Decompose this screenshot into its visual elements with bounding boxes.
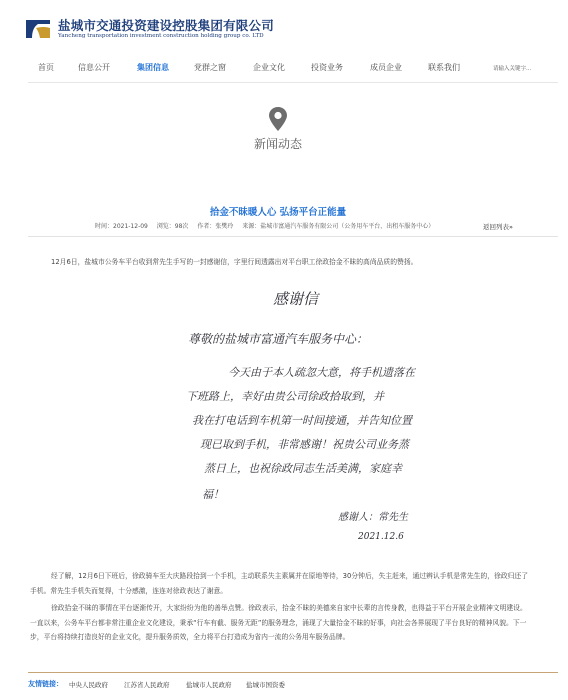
article-paragraph-3: 徐政拾金不昧的事情在平台逐渐传开，大家纷纷为他的善举点赞。徐政表示，拾金不昧的美德来自家中长辈的言传身教，也得益于平台开展企业精神文明建设。一直以来，公务车平台都非常注重企业文化建设，秉承“行车有截、服务无距”的服务理念，涌现了大量拾金不昧的好事，向社会各界展现了平台良好的精神风貌。下一步，平台将持续打造良好的企业文化，提升服务质效，全力将平台打造成为省内一流的公务用车服务品牌。 bbox=[30, 604, 527, 641]
nav-divider bbox=[28, 82, 558, 83]
letter-greeting: 尊敬的盐城市富通汽车服务中心： bbox=[188, 332, 369, 346]
letter-line-1: 今天由于本人疏忽大意，将手机遗落在 bbox=[228, 366, 415, 379]
meta-time: 时间：2021-12-09 bbox=[95, 223, 148, 230]
letter-line-4: 现已取到手机，非常感谢！祝贵公司业务蒸 bbox=[200, 438, 409, 451]
friend-link-yancheng-sasac[interactable]: 盐城市国资委 bbox=[246, 681, 285, 689]
footer-divider bbox=[28, 672, 558, 673]
nav-item-members[interactable]: 成员企业 bbox=[370, 63, 402, 72]
letter-line-5: 蒸日上，也祝徐政同志生活美满，家庭幸 bbox=[204, 462, 402, 475]
article-title: 拾金不昧暖人心 弘扬平台正能量 bbox=[209, 207, 347, 218]
group-logo-icon[interactable] bbox=[24, 14, 52, 42]
nav-item-contact[interactable]: 联系我们 bbox=[428, 63, 460, 72]
letter-line-2: 下班路上，幸好由贵公司徐政拾取到，并 bbox=[186, 390, 384, 403]
article-meta bbox=[95, 221, 441, 230]
nav-item-party-window[interactable]: 党群之窗 bbox=[194, 63, 226, 72]
friend-links-label: 友情链接： bbox=[28, 680, 63, 688]
nav-item-info-disclosure[interactable]: 信息公开 bbox=[78, 63, 110, 72]
site-header bbox=[0, 0, 568, 52]
org-name-en: Yancheng transportation investment construction holding group co. LTD bbox=[58, 33, 264, 39]
nav-item-home[interactable]: 首页 bbox=[38, 63, 54, 72]
nav-item-culture[interactable]: 企业文化 bbox=[253, 63, 285, 72]
letter-line-3: 我在打电话到车机第一时间接通，并告知位置 bbox=[192, 414, 412, 427]
article-paragraph-1: 12月6日，盐城市公务车平台收到常先生手写的一封感谢信，字里行间透露出对平台职工徐政拾金不昧的高尚品质的赞扬。 bbox=[51, 258, 418, 266]
meta-source: 来源：盐城市富通汽车服务有限公司（公务用车平台、出租车服务中心） bbox=[242, 223, 435, 230]
letter-salutation: 感谢信 bbox=[273, 290, 319, 308]
nav-item-investment[interactable]: 投资业务 bbox=[311, 63, 343, 72]
friend-link-jiangsu-gov[interactable]: 江苏省人民政府 bbox=[124, 681, 170, 689]
letter-signature: 感谢人：常先生 bbox=[338, 512, 408, 523]
handwritten-letter-image bbox=[178, 278, 478, 554]
main-nav bbox=[0, 58, 568, 80]
friend-link-yancheng-gov[interactable]: 盐城市人民政府 bbox=[186, 681, 232, 689]
meta-author: 作者：张樊玲 bbox=[197, 223, 234, 230]
search-input[interactable]: 请输入关键字... bbox=[493, 66, 532, 72]
meta-divider bbox=[28, 236, 558, 237]
section-heading: 新闻动态 bbox=[253, 137, 302, 151]
location-pin-icon bbox=[268, 106, 288, 132]
org-name-cn: 盐城市交通投资建设控股集团有限公司 bbox=[58, 18, 274, 33]
nav-item-group-info[interactable]: 集团信息 bbox=[137, 63, 169, 72]
letter-line-6: 福！ bbox=[202, 488, 224, 501]
back-to-list-link[interactable]: 返回列表» bbox=[483, 223, 513, 231]
article-paragraph-2: 经了解，12月6日下班后，徐政骑车至大庆路段拾到一个手机，主动联系失主素属并在原地等待，30分钟后，失主赶来，通过辨认手机是常先生的，徐政归还了手机。常先生手机失而复得，十分感激，连连对徐政表达了谢意。 bbox=[30, 572, 529, 595]
meta-views: 浏览：98次 bbox=[156, 223, 189, 230]
friend-link-central-gov[interactable]: 中央人民政府 bbox=[69, 681, 108, 689]
letter-date: 2021.12.6 bbox=[358, 532, 404, 542]
